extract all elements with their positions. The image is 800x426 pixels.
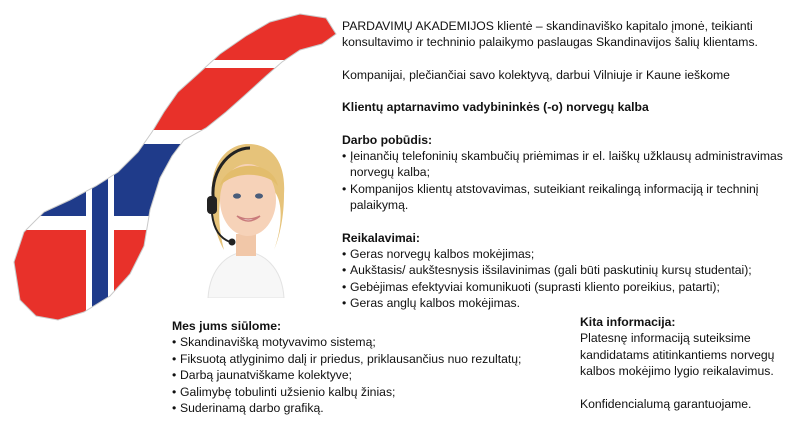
company-intro: PARDAVIMŲ AKADEMIJOS klientė – skandinaviško kapitalo įmonė, teikianti konsultavimo ir techninio palaikymo paslaugas Skandinavijos šalių klientams. bbox=[342, 19, 758, 50]
offer-item: • Fiksuotą atlyginimo dalį ir priedus, priklausančius nuo rezultatų; bbox=[172, 351, 572, 367]
offer-item: • Darbą jaunatviškame kolektyve; bbox=[172, 367, 572, 383]
other-info-heading: Kita informacija: bbox=[580, 315, 676, 329]
confidentiality-note: Konfidencialumą garantuojame. bbox=[580, 396, 752, 411]
offer-list bbox=[172, 334, 572, 416]
position-title: Klientų aptarnavimo vadybininkės (-o) norvegų kalba bbox=[342, 100, 649, 115]
offer-item: • Galimybę tobulinti užsienio kalbų žinias; bbox=[172, 384, 572, 400]
requirement-item: • Geras anglų kalbos mokėjimas. bbox=[342, 295, 797, 311]
job-ad-main-text bbox=[342, 18, 797, 312]
other-info-text: Platesnę informaciją suteiksime kandidatams atitinkantiems norvegų kalbos mokėjimo lygio reikalavimus. bbox=[580, 331, 775, 379]
requirement-item: • Aukštasis/ aukštesnysis išsilavinimas (gali būti paskutinių kursų studentai); bbox=[342, 262, 797, 278]
duty-item: • Įeinančių telefoninių skambučių priėmimas ir el. laiškų užklausų administravimas norvegų kalba; bbox=[342, 148, 797, 181]
offer-item: • Skandinavišką motyvavimo sistemą; bbox=[172, 334, 572, 350]
duties-heading: Darbo pobūdis: bbox=[342, 132, 433, 147]
call-center-agent-photo bbox=[190, 138, 300, 298]
requirements-heading: Reikalavimai: bbox=[342, 230, 420, 245]
duty-item: • Kompanijos klientų atstovavimas, suteikiant reikalingą informaciją ir techninį palaikymą. bbox=[342, 181, 797, 214]
expansion-note: Kompanijai, plečiančiai savo kolektyvą, darbui Vilniuje ir Kaune ieškome bbox=[342, 67, 730, 82]
offer-section bbox=[172, 318, 572, 416]
offer-heading: Mes jums siūlome: bbox=[172, 319, 282, 333]
requirement-item: • Gebėjimas efektyviai komunikuoti (suprasti kliento poreikius, patarti); bbox=[342, 279, 797, 295]
duties-list bbox=[342, 148, 797, 214]
offer-item: • Suderinamą darbo grafiką. bbox=[172, 400, 572, 416]
requirement-item: • Geras norvegų kalbos mokėjimas; bbox=[342, 246, 797, 262]
requirements-list bbox=[342, 246, 797, 312]
other-info-section bbox=[580, 314, 790, 412]
